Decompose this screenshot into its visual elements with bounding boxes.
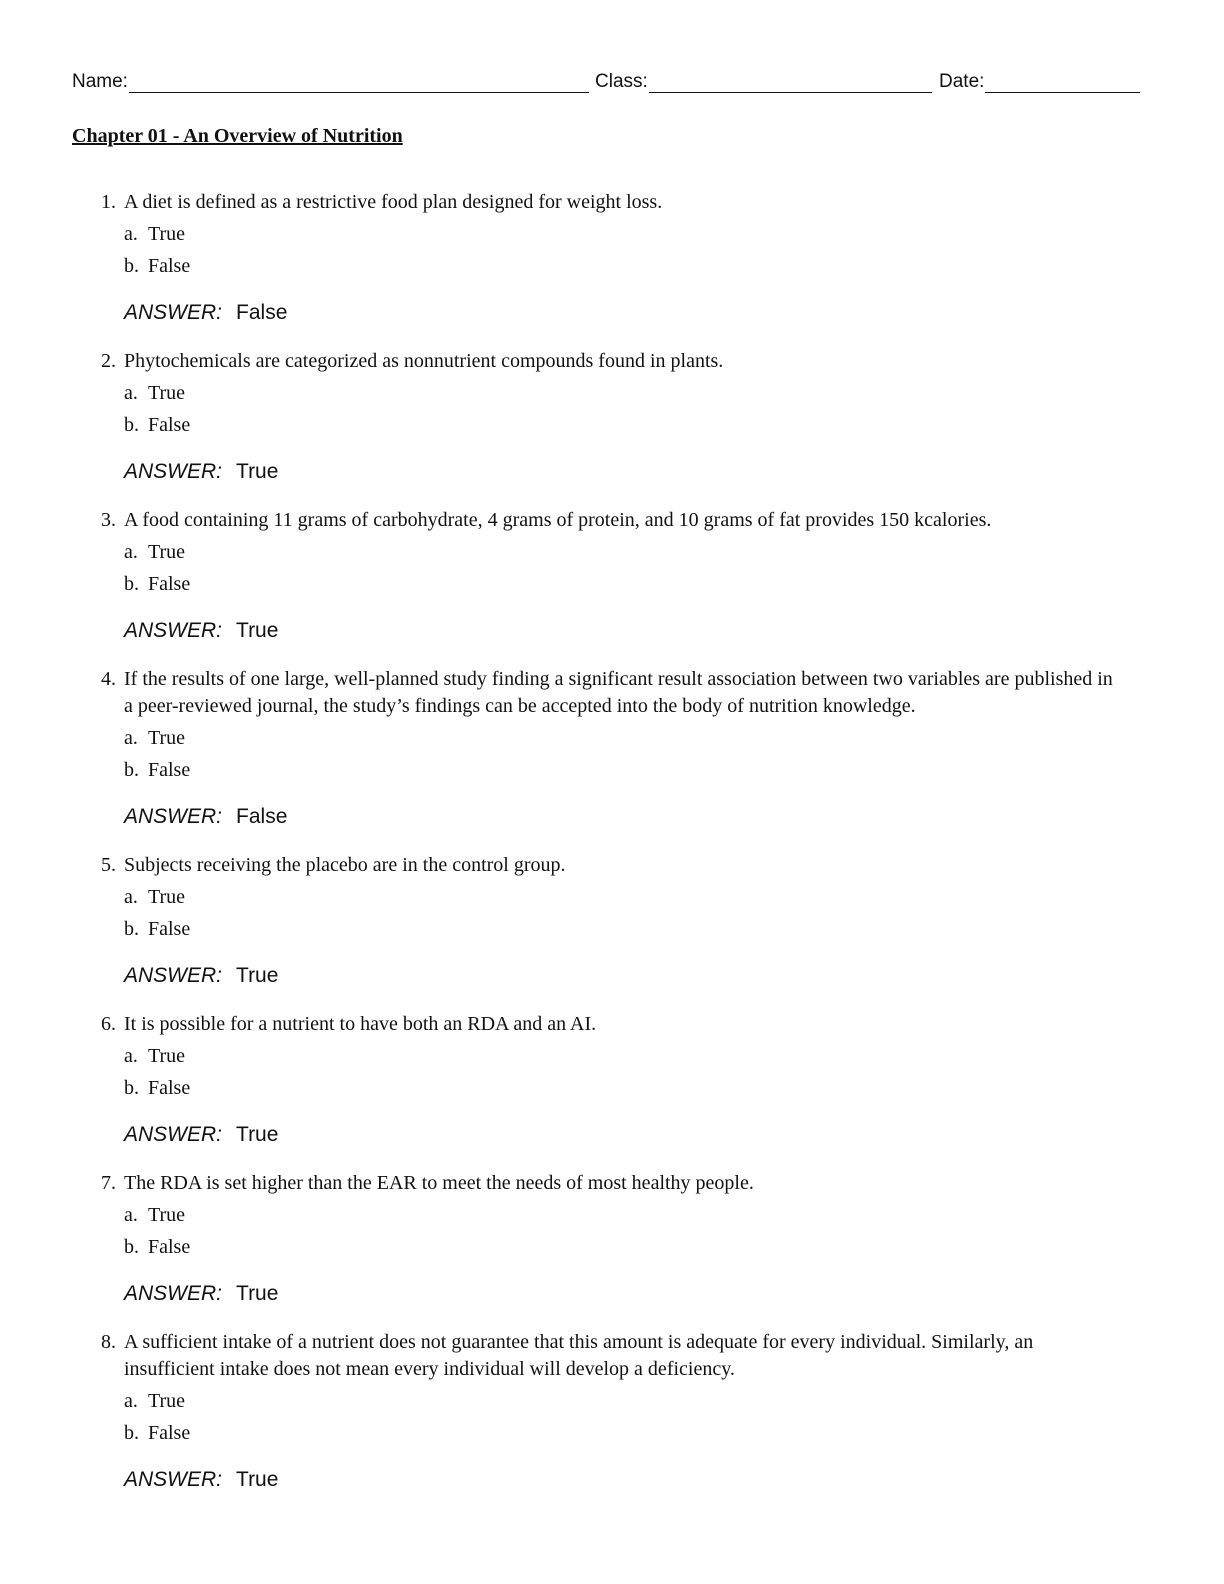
answer-value: False: [236, 301, 288, 324]
answer-label: ANSWER:: [124, 964, 223, 987]
answer-option: [124, 221, 1114, 248]
class-label: Class:: [595, 71, 648, 92]
option-text: True: [148, 223, 186, 245]
option-letter: a.: [124, 1045, 138, 1067]
option-letter: b.: [124, 573, 139, 595]
question-item: [101, 852, 1114, 989]
answer-line: [124, 1281, 1114, 1307]
option-text: False: [148, 759, 191, 781]
class-blank-line[interactable]: [649, 70, 932, 93]
date-field[interactable]: [939, 70, 1140, 93]
option-letter: a.: [124, 727, 138, 749]
option-text: True: [148, 1045, 186, 1067]
option-text: False: [148, 1422, 191, 1444]
answer-value: True: [236, 1123, 279, 1146]
option-text: True: [148, 541, 186, 563]
option-letter: b.: [124, 255, 139, 277]
answer-line: [124, 1122, 1114, 1148]
answer-option: [124, 1388, 1114, 1415]
question-number: 5.: [101, 854, 116, 876]
option-text: False: [148, 918, 191, 940]
answer-label: ANSWER:: [124, 619, 223, 642]
question-number: 1.: [101, 191, 116, 213]
chapter-title: Chapter 01 - An Overview of Nutrition: [72, 125, 403, 147]
question-item: [101, 1329, 1114, 1493]
answer-value: True: [236, 1282, 279, 1305]
class-field[interactable]: [595, 70, 932, 93]
option-letter: a.: [124, 1204, 138, 1226]
option-letter: b.: [124, 1422, 139, 1444]
question-item: [101, 1011, 1114, 1148]
answer-value: True: [236, 619, 279, 642]
option-text: False: [148, 1236, 191, 1258]
answer-line: [124, 1467, 1114, 1493]
question-text: The RDA is set higher than the EAR to meet the needs of most healthy people.: [124, 1172, 754, 1194]
answer-option: [124, 757, 1114, 784]
answer-option: [124, 253, 1114, 280]
option-letter: b.: [124, 414, 139, 436]
option-text: False: [148, 255, 191, 277]
answer-line: [124, 300, 1114, 326]
answer-option: [124, 539, 1114, 566]
option-text: False: [148, 573, 191, 595]
question-text: A diet is defined as a restrictive food plan designed for weight loss.: [124, 191, 663, 213]
option-letter: a.: [124, 1390, 138, 1412]
question-number: 8.: [101, 1331, 116, 1353]
question-number: 3.: [101, 509, 116, 531]
answer-label: ANSWER:: [124, 805, 223, 828]
answer-label: ANSWER:: [124, 301, 223, 324]
option-text: True: [148, 382, 186, 404]
option-text: True: [148, 886, 186, 908]
answer-label: ANSWER:: [124, 1282, 223, 1305]
option-letter: a.: [124, 541, 138, 563]
option-letter: a.: [124, 223, 138, 245]
answer-value: False: [236, 805, 288, 828]
option-letter: a.: [124, 886, 138, 908]
question-item: [101, 348, 1114, 485]
answer-option: [124, 916, 1114, 943]
question-item: [101, 1170, 1114, 1307]
answer-line: [124, 963, 1114, 989]
question-number: 6.: [101, 1013, 116, 1035]
answer-option: [124, 571, 1114, 598]
name-field[interactable]: [72, 70, 589, 93]
question-item: [101, 507, 1114, 644]
name-blank-line[interactable]: [129, 70, 589, 93]
answer-line: [124, 618, 1114, 644]
answer-option: [124, 884, 1114, 911]
option-text: True: [148, 1390, 186, 1412]
option-letter: b.: [124, 1236, 139, 1258]
answer-value: True: [236, 460, 279, 483]
answer-line: [124, 804, 1114, 830]
student-info-header: [72, 70, 1142, 98]
answer-line: [124, 459, 1114, 485]
option-letter: b.: [124, 759, 139, 781]
answer-option: [124, 725, 1114, 752]
date-blank-line[interactable]: [985, 70, 1140, 93]
answer-option: [124, 1043, 1114, 1070]
option-letter: a.: [124, 382, 138, 404]
answer-option: [124, 1420, 1114, 1447]
question-text: A food containing 11 grams of carbohydrate, 4 grams of protein, and 10 grams of fat provides 150 kcalories.: [124, 509, 992, 531]
option-letter: b.: [124, 1077, 139, 1099]
answer-label: ANSWER:: [124, 460, 223, 483]
answer-label: ANSWER:: [124, 1123, 223, 1146]
question-text: It is possible for a nutrient to have both an RDA and an AI.: [124, 1013, 597, 1035]
question-text: A sufficient intake of a nutrient does not guarantee that this amount is adequate for every individual. Similarly, an insufficient intake does not mean every individual will develop a deficiency.: [124, 1331, 1034, 1380]
question-number: 4.: [101, 668, 116, 690]
option-text: False: [148, 414, 191, 436]
option-text: False: [148, 1077, 191, 1099]
name-label: Name:: [72, 71, 128, 92]
question-text: If the results of one large, well-planned study finding a significant result association between two variables are published in a peer-reviewed journal, the study’s findings can be accepted into the body of nutrition knowledge.: [124, 668, 1113, 717]
question-number: 2.: [101, 350, 116, 372]
answer-value: True: [236, 1468, 279, 1491]
option-letter: b.: [124, 918, 139, 940]
answer-option: [124, 1075, 1114, 1102]
option-text: True: [148, 1204, 186, 1226]
question-text: Phytochemicals are categorized as nonnutrient compounds found in plants.: [124, 350, 724, 372]
answer-option: [124, 1234, 1114, 1261]
question-number: 7.: [101, 1172, 116, 1194]
date-label: Date:: [939, 71, 985, 92]
question-list: [0, 189, 1224, 1515]
question-item: [101, 189, 1114, 326]
answer-option: [124, 1202, 1114, 1229]
answer-option: [124, 380, 1114, 407]
question-item: [101, 666, 1114, 830]
option-text: True: [148, 727, 186, 749]
answer-label: ANSWER:: [124, 1468, 223, 1491]
answer-value: True: [236, 964, 279, 987]
answer-option: [124, 412, 1114, 439]
question-text: Subjects receiving the placebo are in the control group.: [124, 854, 566, 876]
